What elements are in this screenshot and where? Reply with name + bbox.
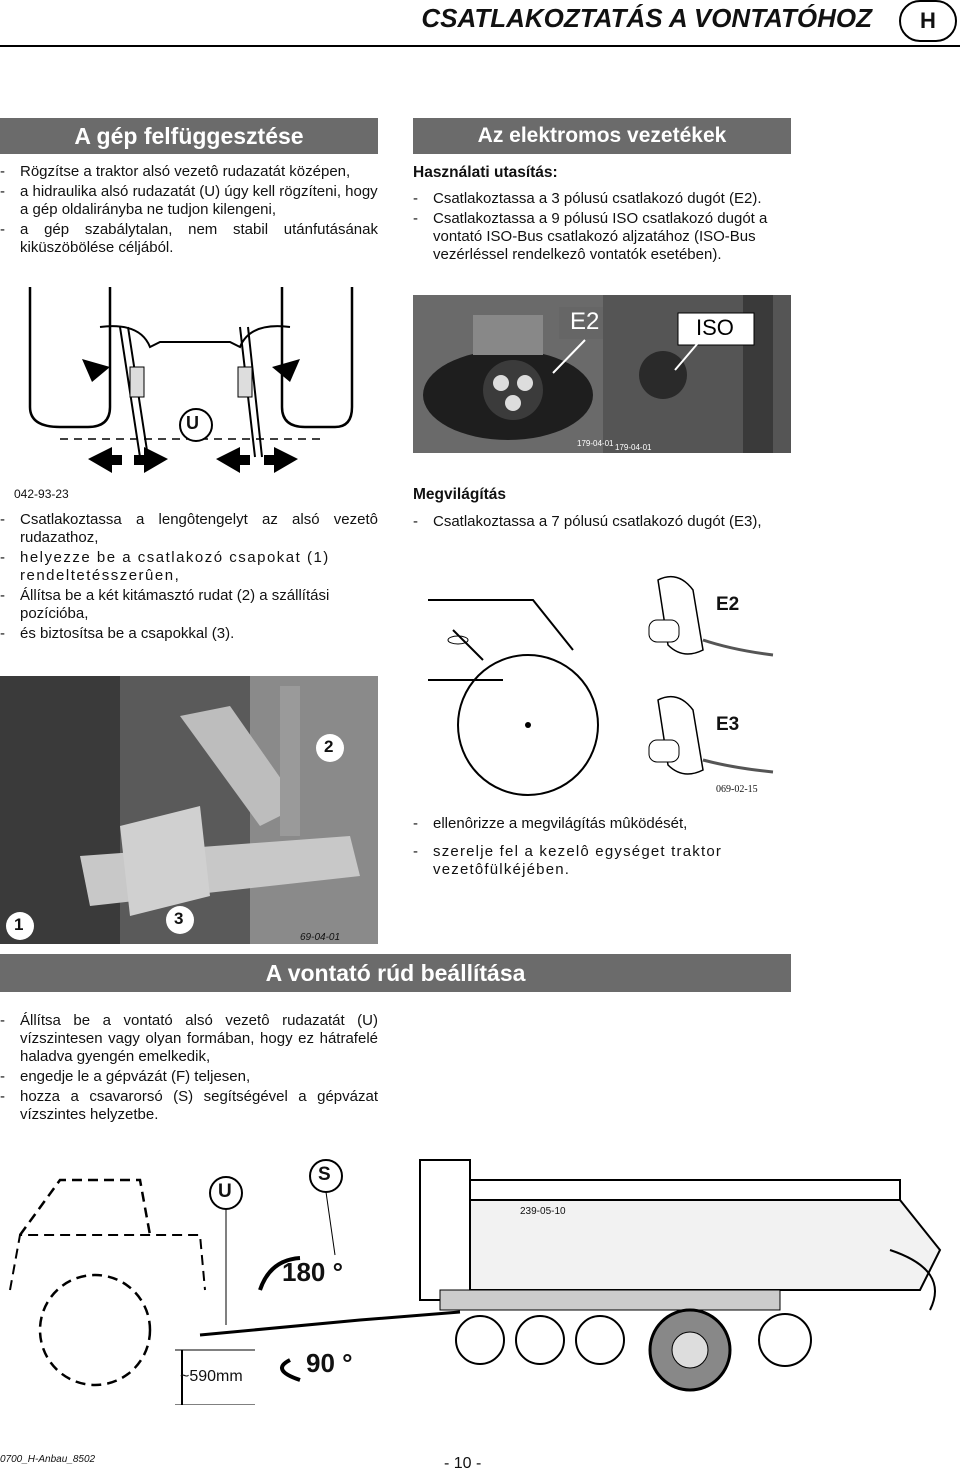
list-item: - és biztosítsa be a csapokkal (3). [0, 625, 378, 643]
label-e2: E2 [570, 308, 600, 335]
photo-caption: 179-04-01 [615, 443, 652, 452]
label-u: U [186, 413, 199, 433]
list-item: - engedje le a gépvázát (F) teljesen, [0, 1068, 378, 1086]
lower-link-diagram [0, 287, 378, 502]
electrical-list [413, 190, 791, 266]
page-title: CSATLAKOZTATÁS A VONTATÓHOZ [421, 3, 872, 33]
list-item: - Csatlakoztassa a 3 pólusú csatlakozó dugót (E2). [413, 190, 791, 208]
lighting-title: Megvilágítás [413, 486, 507, 503]
lighting-list-2 [413, 815, 791, 881]
document-id: 0700_H-Anbau_8502 [0, 1454, 96, 1465]
list-item: - helyezze be a csatlakozó csapokat (1) rendeltetésszerûen, [0, 549, 378, 585]
hitch-photo [0, 676, 378, 944]
label-e2: E2 [716, 594, 740, 615]
list-item: - a gép szabálytalan, nem stabil utánfutásának kiküszöbölése céljából. [0, 221, 378, 257]
suspension-list [0, 163, 378, 259]
list-item: - Állítsa be a vontató alsó vezetô rudazatát (U) vízszintesen vagy olyan formában, hogy ez hátrafelé haladva gyengén emelkedik, [0, 1012, 378, 1066]
list-item: - Csatlakoztassa a 7 pólusú csatlakozó dugót (E3), [413, 513, 791, 531]
label-u: U [218, 1181, 232, 1202]
header-divider [0, 45, 960, 47]
list-item: - szerelje fel a kezelô egységet traktor vezetôfülkéjében. [413, 843, 791, 879]
drawbar-list [0, 1012, 378, 1126]
label-s: S [318, 1164, 331, 1185]
angle-90: 90 ° [306, 1348, 353, 1378]
label-1: 1 [14, 915, 24, 934]
list-item: - a hidraulika alsó rudazatát (U) úgy kell rögzíteni, hogy a gép oldalirányba ne tudjon kilengeni, [0, 183, 378, 219]
figure-caption: 069-02-15 [716, 784, 758, 795]
figure-caption: 042-93-23 [14, 487, 69, 501]
list-item: - Csatlakoztassa a 9 pólusú ISO csatlakozó dugót a vontató ISO-Bus csatlakozó aljzatához (ISO-Bus vezérléssel rendelkezô vontatók esetében). [413, 210, 791, 264]
list-item: - Állítsa be a két kitámasztó rudat (2) a szállítási pozícióba, [0, 587, 378, 623]
sockets-photo [413, 295, 791, 453]
page-number: - 10 - [444, 1455, 482, 1472]
distance-label: ~590mm [180, 1368, 243, 1385]
list-item: - hozza a csavarorsó (S) segítségével a gépvázat vízszintes helyzetbe. [0, 1088, 378, 1124]
lighting-list [413, 513, 791, 533]
lighting-diagram [413, 560, 791, 800]
photo-caption: 179-04-01 [577, 439, 614, 448]
section-title-drawbar: A vontató rúd beállítása [0, 954, 791, 992]
drawbar-diagram [0, 1140, 960, 1405]
list-item: - Rögzítse a traktor alsó vezetô rudazatát középen, [0, 163, 378, 181]
list-item: - Csatlakoztassa a lengôtengelyt az alsó vezetô rudazathoz, [0, 511, 378, 547]
angle-180: 180 ° [282, 1257, 344, 1287]
hitch-list [0, 511, 378, 645]
label-2: 2 [324, 737, 334, 756]
label-3: 3 [174, 909, 184, 928]
photo-caption: 69-04-01 [300, 932, 341, 943]
list-item: - ellenôrizze a megvilágítás mûködését, [413, 815, 791, 833]
label-e3: E3 [716, 714, 740, 735]
label-iso: ISO [696, 315, 734, 340]
section-title-electrical: Az elektromos vezetékek csatlakoztatása [413, 118, 791, 154]
instructions-subtitle: Használati utasítás: [413, 164, 558, 181]
language-badge: H [899, 0, 957, 42]
figure-caption: 239-05-10 [520, 1206, 566, 1217]
section-title-suspension: A gép felfüggesztése [0, 118, 378, 154]
